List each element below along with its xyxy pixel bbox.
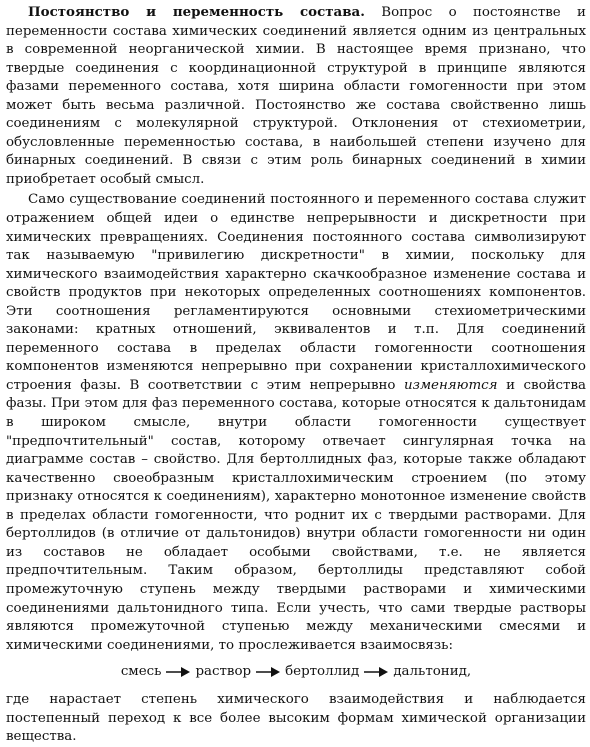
paragraph-composition-constancy bbox=[6, 3, 586, 189]
scheme-item-daltonide: дальтонид, bbox=[393, 664, 472, 680]
scheme-item-berthollide: бертоллид bbox=[285, 664, 360, 680]
paragraph-2-text-a: Само существование соединений постоянного и переменного состава служит отражением общей идеи о единстве непрерывности и дискретности при химических превращениях. Соединения постоянного состава символизируют так называемую "привилегию дискретности" в химии, поскольку для химического взаимодействия характерно скачкообразное изменение состава и свойств продуктов при некоторых определенных соотношениях компонентов. Эти соотношения регламентируются основными стехиометрическими законами: кратных отношений, эквивалентов и т.п. Для соединений переменного состава в пределах области гомогенности соотношения компонентов изменяются непрерывно при сохранении кристаллохимического строения фазы. В соответствии с этим непрерывно bbox=[6, 192, 586, 393]
right-arrow-icon bbox=[165, 666, 191, 678]
paragraph-continuity-discreteness bbox=[6, 191, 586, 655]
paragraph-2-text-b: и свойства фазы. При этом для фаз переменного состава, которые относятся к дальтонидам в широком смысле, внутри области гомогенности существует "предпочтительный" состав, которому отвечает сингулярная точка на диаграмме состав – свойство. Для бертоллидных фаз, которые также обладают качественно своеобразным кристаллохимическим строением (по этому признаку относятся к соединениям), характерно монотонное изменение свойств в пределах области гомогенности, что роднит их с твердыми растворами. Для бертоллидов (в отличие от дальтонидов) внутри области гомогенности ни один из составов не обладает особыми свойствами, т.е. не является предпочтительным. Таким образом, бертоллиды представляют собой промежуточную ступень между твердыми растворами и химическими соединениями дальтонидного типа. Если учесть, что сами твердые растворы являются промежуточной ступенью между механическими смесями и химическими соединениями, то прослеживается взаимосвязь: bbox=[6, 377, 586, 653]
paragraph-1-text: Вопрос о постоянстве и переменности состава химических соединений является одним из центральных в современной неорганической химии. В настоящее время признано, что твердые соединения с координационной структурой в принципе являются фазами переменного состава, хотя ширина области гомогенности при этом может быть весьма различной. Постоянство же состава свойственно лишь соединениям с молекулярной структурой. Отклонения от стехиометрии, обусловленные переменностью состава, в наибольшей степени изучено для бинарных соединений. В связи с этим роль бинарных соединений в химии приобретает особый смысл. bbox=[6, 5, 586, 187]
transition-scheme bbox=[6, 663, 586, 681]
right-arrow-icon bbox=[363, 666, 389, 678]
paragraph-conclusion: где нарастает степень химического взаимодействия и наблюдается постепенный переход к все более высоким формам химической организации вещества. bbox=[6, 692, 586, 745]
section-title: Постоянство и переменность состава. bbox=[28, 4, 365, 20]
right-arrow-icon bbox=[255, 666, 281, 678]
emphasized-word: изменяются bbox=[404, 377, 498, 393]
scheme-item-mixture: смесь bbox=[120, 664, 162, 680]
scheme-item-solution: раствор bbox=[195, 664, 252, 680]
